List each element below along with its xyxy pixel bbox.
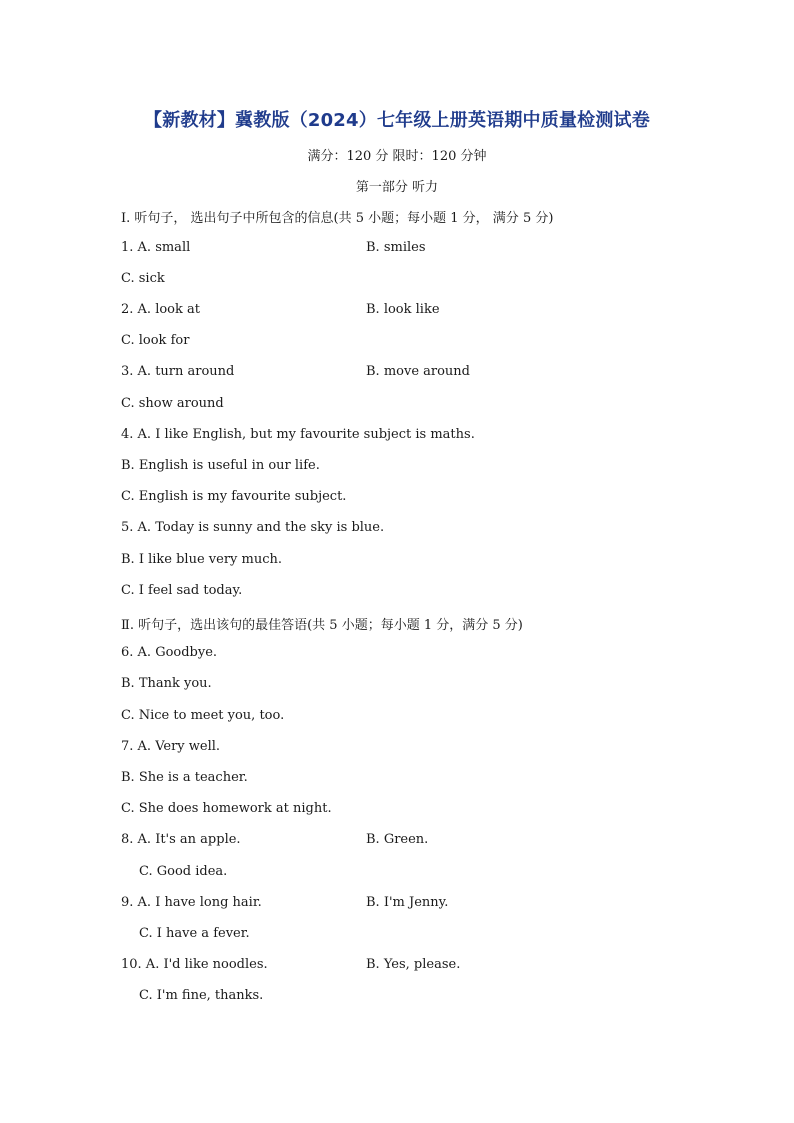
q9-option-a: 9. A. I have long hair. xyxy=(121,895,262,910)
q9-option-c: C. I have a fever. xyxy=(139,926,250,941)
q7-option-a: 7. A. Very well. xyxy=(121,739,221,754)
q10-option-a: 10. A. I'd like noodles. xyxy=(121,957,268,972)
q5-option-c: C. I feel sad today. xyxy=(121,583,243,598)
q1-option-c: C. sick xyxy=(121,271,165,286)
q4-option-a: 4. A. I like English, but my favourite subject is maths. xyxy=(121,427,475,442)
q7-option-c: C. She does homework at night. xyxy=(121,801,332,816)
q5-option-a: 5. A. Today is sunny and the sky is blue. xyxy=(121,520,385,535)
exam-title: 【新教材】冀教版（2024）七年级上册英语期中质量检测试卷 xyxy=(144,110,650,131)
score-time-info: 满分：120 分 限时：120 分钟 xyxy=(307,149,487,164)
q10-option-c: C. I'm fine, thanks. xyxy=(139,988,264,1003)
q8-option-b: B. Green. xyxy=(366,832,429,847)
q1-option-b: B. smiles xyxy=(366,240,426,255)
q6-option-a: 6. A. Goodbye. xyxy=(121,645,218,660)
q8-option-a: 8. A. It's an apple. xyxy=(121,832,241,847)
q4-option-c: C. English is my favourite subject. xyxy=(121,489,347,504)
q3-option-c: C. show around xyxy=(121,396,224,411)
q3-option-b: B. move around xyxy=(366,364,470,379)
q7-option-b: B. She is a teacher. xyxy=(121,770,248,785)
q5-option-b: B. I like blue very much. xyxy=(121,552,282,567)
q9-option-b: B. I'm Jenny. xyxy=(366,895,449,910)
q2-option-c: C. look for xyxy=(121,333,190,348)
q4-option-b: B. English is useful in our life. xyxy=(121,458,320,473)
q1-option-a: 1. A. small xyxy=(121,240,191,255)
q2-option-a: 2. A. look at xyxy=(121,302,200,317)
q10-option-b: B. Yes, please. xyxy=(366,957,461,972)
q6-option-b: B. Thank you. xyxy=(121,676,212,691)
q2-option-b: B. look like xyxy=(366,302,440,317)
q6-option-c: C. Nice to meet you, too. xyxy=(121,708,285,723)
section-2-heading: Ⅱ. 听句子，选出该句的最佳答语(共 5 小题；每小题 1 分，满分 5 分) xyxy=(121,618,523,633)
q8-option-c: C. Good idea. xyxy=(139,864,228,879)
part-heading: 第一部分 听力 xyxy=(355,180,439,195)
q3-option-a: 3. A. turn around xyxy=(121,364,235,379)
section-1-heading: Ⅰ. 听句子， 选出句子中所包含的信息(共 5 小题；每小题 1 分， 满分 5 分) xyxy=(121,211,554,226)
